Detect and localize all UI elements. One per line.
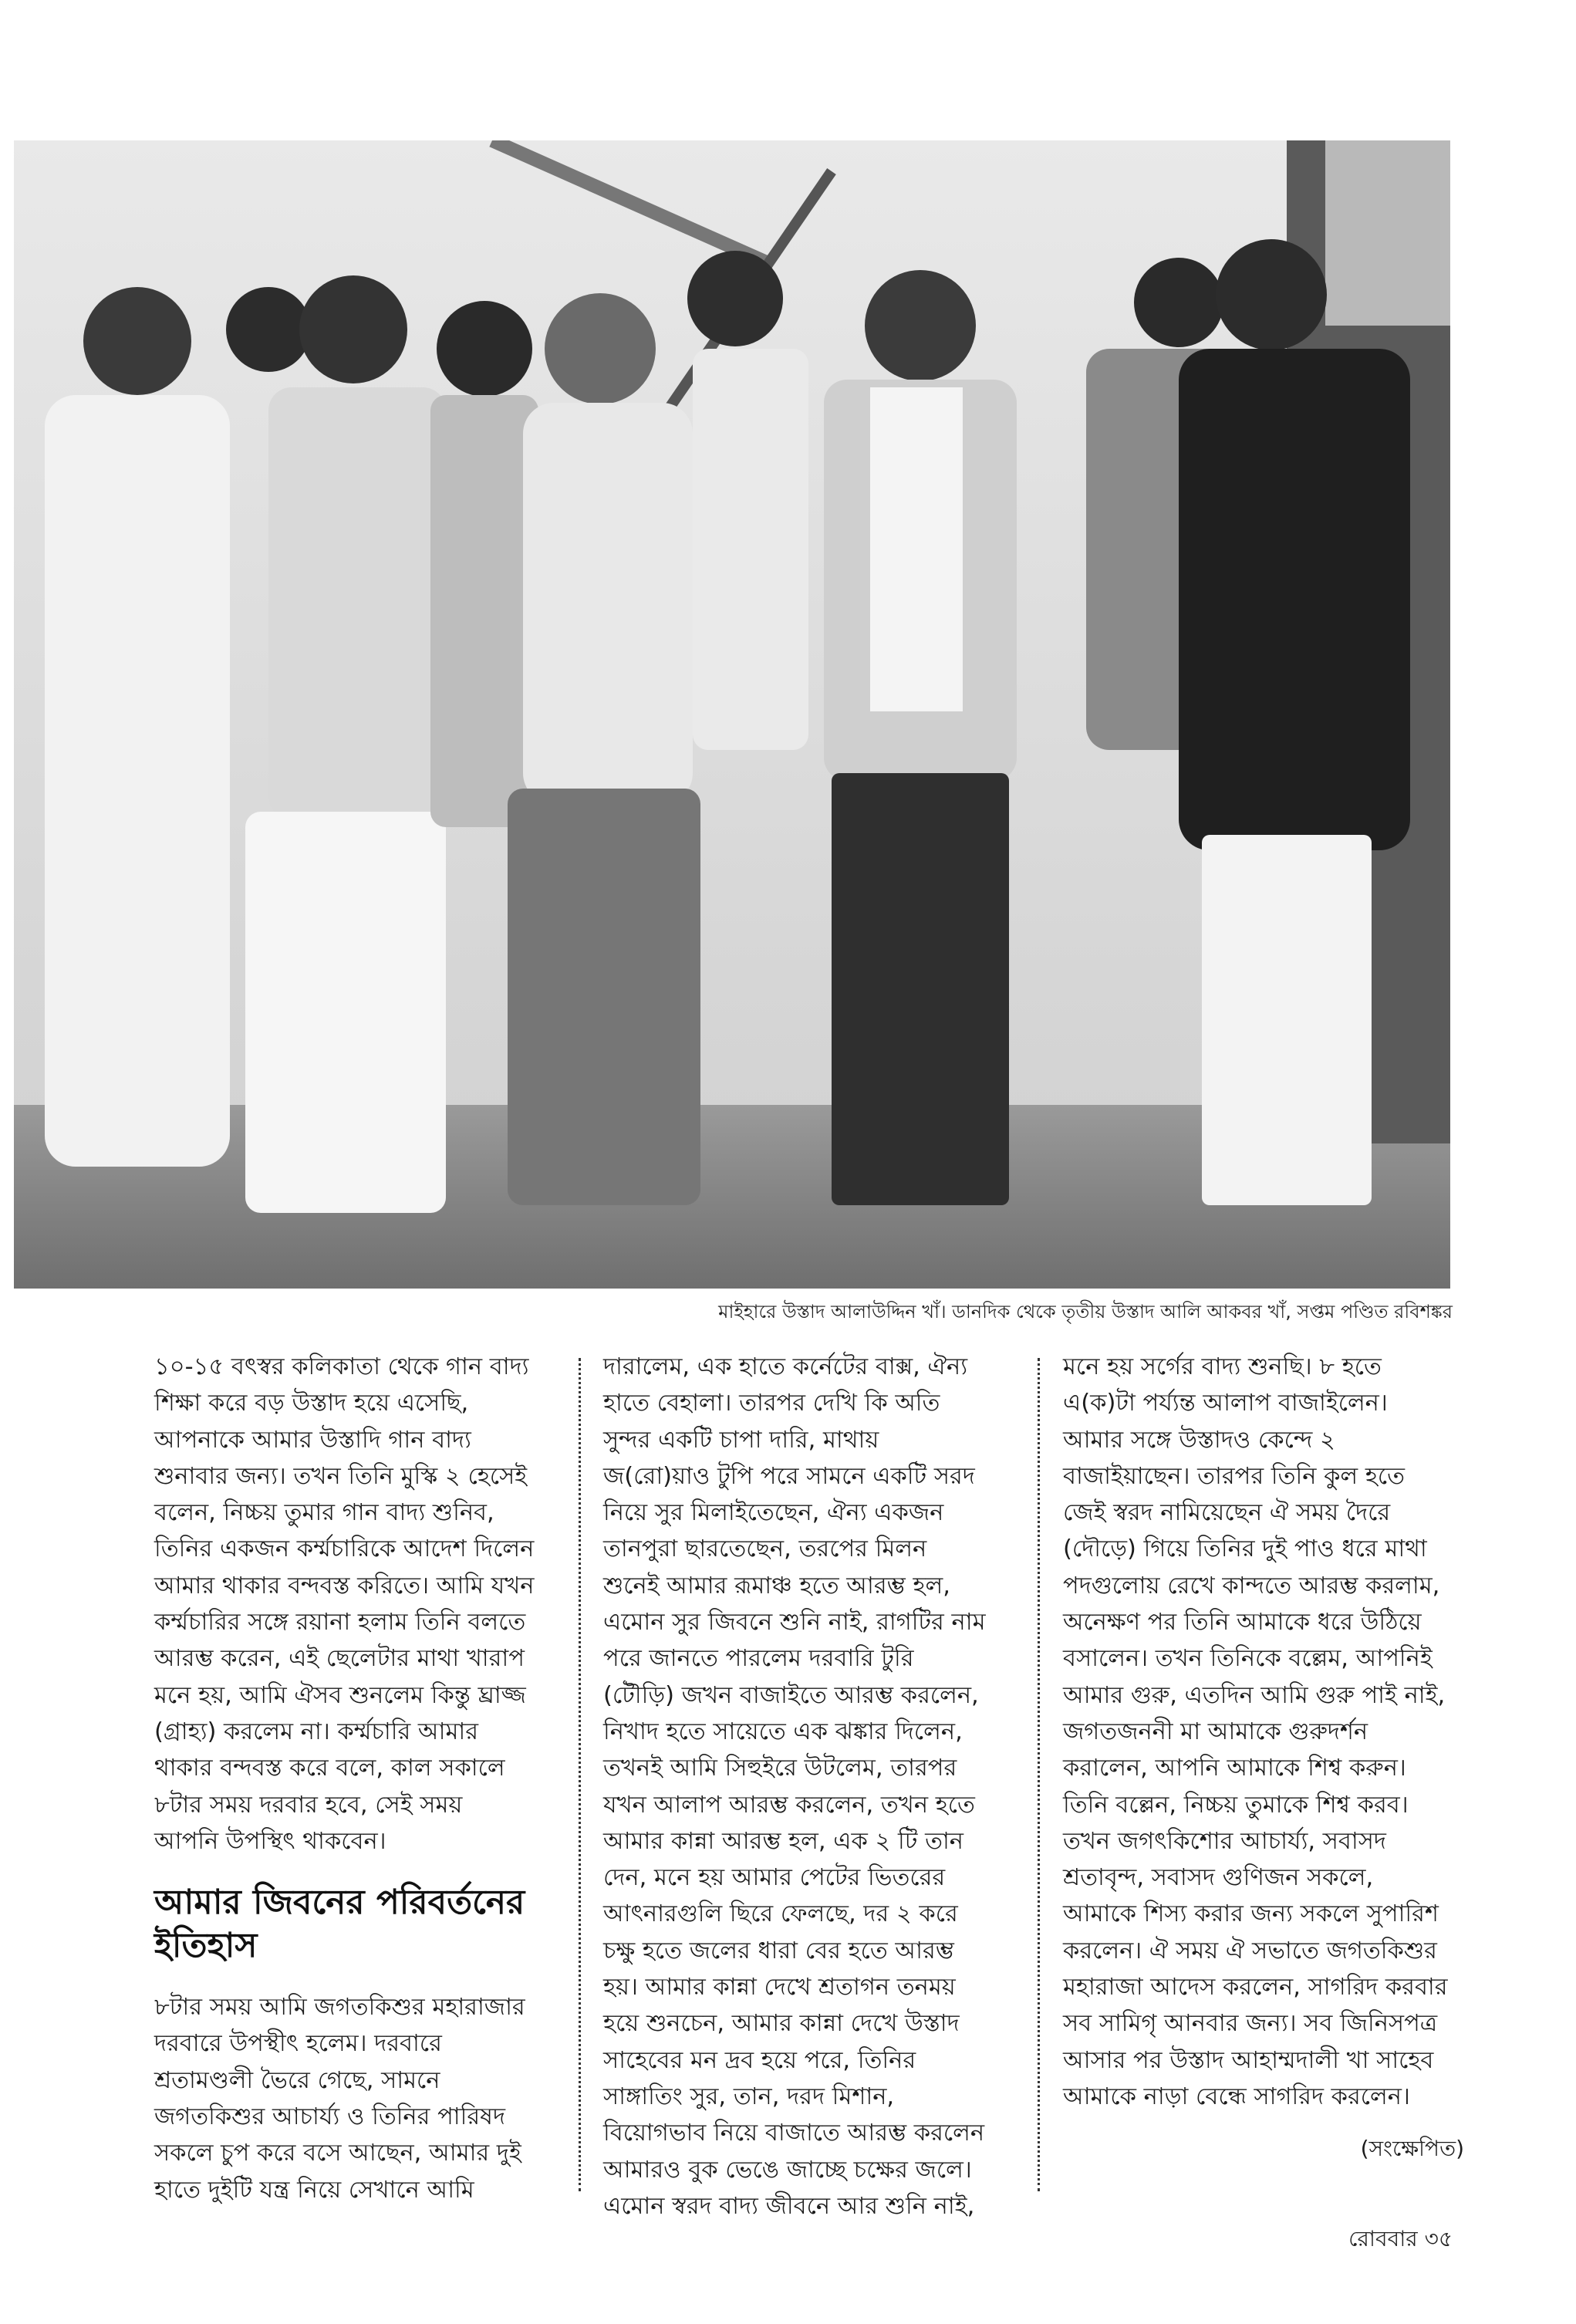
text-line: আমার কান্না আরম্ভ হল, এক ২ টি তান bbox=[603, 1827, 964, 1855]
text-line: সকলে চুপ করে বসে আছেন, আমার দুই bbox=[154, 2140, 521, 2167]
text-line: তানপুরা ছারতেছেন, তরপের মিলন bbox=[603, 1535, 927, 1563]
text-line: সুন্দর একটি চাপা দারি, মাথায় bbox=[603, 1426, 879, 1454]
text-line: তখন জগৎকিশোর আচার্য্য, সবাসদ bbox=[1063, 1827, 1386, 1855]
text-column-1 bbox=[154, 1349, 555, 2208]
group-photo bbox=[14, 140, 1450, 1289]
text-line: তিনি বল্লেন, নিচ্চয় তুমাকে শিশ্ব করব। bbox=[1063, 1791, 1409, 1819]
text-line: জেই স্বরদ নামিয়েছেন ঐ সময় দৈরে bbox=[1063, 1499, 1391, 1527]
text-line: হয়ে শুনচেন, আমার কান্না দেখে উস্তাদ bbox=[603, 2010, 960, 2038]
heading-line: আমার জিবনের পরিবর্তনের bbox=[154, 1883, 525, 1923]
text-line: আমাকে নাড়া বেন্ধে সাগরিদ করলেন। bbox=[1063, 2082, 1410, 2110]
text-line: মনে হয় সর্গের বাদ্য শুনছি। ৮ হতে bbox=[1063, 1353, 1382, 1380]
text-line: অনেক্ষণ পর তিনি আমাকে ধরে উঠিয়ে bbox=[1063, 1609, 1422, 1637]
heading-line: ইতিহাস bbox=[154, 1926, 258, 1966]
photo-caption: মাইহারে উস্তাদ আলাউদ্দিন খাঁ। ডানদিক থেকে তৃতীয় উস্তাদ আলি আকবর খাঁ, সপ্তম পণ্ডিত রবিশঙ্কর bbox=[718, 1301, 1453, 1322]
text-line: ১০-১৫ বৎস্বর কলিকাতা থেকে গান বাদ্য bbox=[154, 1353, 529, 1380]
text-line: দরবারে উপস্থীৎ হলেম। দরবারে bbox=[154, 2030, 442, 2058]
text-line: চক্ষু হতে জলের ধারা বের হতে আরম্ভ bbox=[603, 1937, 954, 1964]
text-line: আপনাকে আমার উস্তাদি গান বাদ্য bbox=[154, 1426, 471, 1454]
text-line: হয়। আমার কান্না দেখে শ্রতাগন তনময় bbox=[603, 1974, 956, 2001]
text-line: শ্রতামণ্ডলী ভৈরে গেছে, সামনে bbox=[154, 2066, 440, 2094]
text-line: এমোন স্বরদ বাদ্য জীবনে আর শুনি নাই, bbox=[603, 2192, 975, 2220]
text-line: মহারাজা আদেস করলেন, সাগরিদ করবার bbox=[1063, 1974, 1448, 2001]
text-line: করলেন। ঐ সময় ঐ সভাতে জগতকিশুর bbox=[1063, 1937, 1437, 1964]
text-line: এ(ক)টা পর্য্যন্ত আলাপ বাজাইলেন। bbox=[1063, 1390, 1388, 1417]
text-line: আৎনারগুলি ছিরে ফেলছে, দর ২ করে bbox=[603, 1900, 958, 1928]
text-line: ৮টার সময় আমি জগতকিশুর মহারাজার bbox=[154, 1994, 525, 2022]
text-line: সাঙ্গাতিং সুর, তান, দরদ মিশান, bbox=[603, 2082, 895, 2110]
text-line: ৮টার সময় দরবার হবে, সেই সময় bbox=[154, 1791, 463, 1819]
text-line: সব সামিগৃ আনবার জন্য। সব জিনিসপত্র bbox=[1063, 2010, 1438, 2038]
text-line: জগতজননী মা আমাকে গুরুদর্শন bbox=[1063, 1718, 1368, 1745]
text-line: যখন আলাপ আরম্ভ করলেন, তখন হতে bbox=[603, 1791, 975, 1819]
text-line: বাজাইয়াছেন। তারপর তিনি কুল হতে bbox=[1063, 1462, 1406, 1490]
text-line: বিয়োগভাব নিয়ে বাজাতে আরম্ভ করলেন bbox=[603, 2120, 985, 2147]
text-line: জগতকিশুর আচার্য্য ও তিনির পারিষদ bbox=[154, 2103, 505, 2131]
text-line: পরে জানতে পারলেম দরবারি টুরি bbox=[603, 1645, 914, 1673]
text-line: তিনির একজন কর্ম্মচারিকে আদেশ দিলেন bbox=[154, 1535, 535, 1563]
paragraph bbox=[603, 1349, 1012, 2224]
text-line: নিখাদ হতে সায়েতে এক ঝঙ্কার দিলেন, bbox=[603, 1718, 963, 1745]
text-line: (টৌড়ি) জখন বাজাইতে আরম্ভ করলেন, bbox=[603, 1681, 979, 1709]
column-divider bbox=[1038, 1358, 1040, 2191]
text-line: হাতে দুইটি যন্ত্র নিয়ে সেখানে আমি bbox=[154, 2176, 474, 2204]
text-line: জ(রো)য়াও টুপি পরে সামনে একটি সরদ bbox=[603, 1462, 975, 1490]
text-line: মনে হয়, আমি ঐসব শুনলেম কিন্তু ঘ্রাজ্জ bbox=[154, 1681, 526, 1709]
text-line: এমোন সুর জিবনে শুনি নাই, রাগটির নাম bbox=[603, 1609, 986, 1637]
text-line: শুনাবার জন্য। তখন তিনি মুস্কি ২ হেসেই bbox=[154, 1462, 528, 1490]
text-column-2 bbox=[603, 1349, 1012, 2224]
text-line: শিক্ষা করে বড় উস্তাদ হয়ে এসেছি, bbox=[154, 1390, 469, 1417]
text-line: কর্ম্মচারির সঙ্গে রয়ানা হলাম তিনি বলতে bbox=[154, 1609, 526, 1637]
section-heading bbox=[154, 1881, 555, 1968]
paragraph bbox=[1063, 1349, 1464, 2115]
text-line: আমার গুরু, এতদিন আমি গুরু পাই নাই, bbox=[1063, 1681, 1446, 1709]
text-line: হাতে বেহালা। তারপর দেখি কি অতি bbox=[603, 1390, 940, 1417]
text-line: দারালেম, এক হাতে কর্নেটের বাক্স, ঐন্য bbox=[603, 1353, 968, 1380]
paragraph bbox=[154, 1349, 555, 1860]
text-line: শ্রতাবৃন্দ, সবাসদ গুণিজন সকলে, bbox=[1063, 1864, 1374, 1892]
text-line: তখনই আমি সিহুইরে উটলেম, তারপর bbox=[603, 1755, 957, 1782]
text-line: আরম্ভ করেন, এই ছেলেটার মাথা খারাপ bbox=[154, 1645, 525, 1673]
text-line: আমারও বুক ভেঙে জাচ্ছে চক্ষের জলে। bbox=[603, 2156, 972, 2184]
text-line: নিয়ে সুর মিলাইতেছেন, ঐন্য একজন bbox=[603, 1499, 944, 1527]
text-column-3 bbox=[1063, 1349, 1464, 2167]
text-line: সাহেবের মন দ্রব হয়ে পরে, তিনির bbox=[603, 2046, 916, 2074]
text-line: শুনেই আমার রূমাঞ্চ হতে আরম্ভ হল, bbox=[603, 1572, 950, 1599]
column-divider bbox=[579, 1358, 581, 2191]
page-folio: রোববার ৩৫ bbox=[1348, 2226, 1453, 2251]
text-line: বলেন, নিচ্চয় তুমার গান বাদ্য শুনিব, bbox=[154, 1499, 494, 1527]
abridged-note: (সংক্ষেপিত) bbox=[1360, 2136, 1464, 2162]
text-line: (গ্রাহ্য) করলেম না। কর্ম্মচারি আমার bbox=[154, 1718, 479, 1745]
text-line: আমার থাকার বন্দবস্ত করিতে। আমি যখন bbox=[154, 1572, 535, 1599]
paragraph bbox=[154, 1989, 555, 2208]
text-line: আমাকে শিস্য করার জন্য সকলে সুপারিশ bbox=[1063, 1900, 1439, 1928]
text-line: দেন, মনে হয় আমার পেটের ভিতরের bbox=[603, 1864, 946, 1892]
text-line: (দৌড়ে) গিয়ে তিনির দুই পাও ধরে মাথা bbox=[1063, 1535, 1427, 1563]
text-line: বসালেন। তখন তিনিকে বল্লেম, আপনিই bbox=[1063, 1645, 1433, 1673]
text-line: পদগুলোয় রেখে কান্দতে আরম্ভ করলাম, bbox=[1063, 1572, 1440, 1599]
text-line: আসার পর উস্তাদ আহাম্মদালী খা সাহেব bbox=[1063, 2046, 1434, 2074]
text-line: আপনি উপস্থিৎ থাকবেন। bbox=[154, 1827, 386, 1855]
text-line: থাকার বন্দবস্ত করে বলে, কাল সকালে bbox=[154, 1755, 505, 1782]
text-line: আমার সঙ্গে উস্তাদও কেন্দে ২ bbox=[1063, 1426, 1335, 1454]
text-line: করালেন, আপনি আমাকে শিশ্ব করুন। bbox=[1063, 1755, 1406, 1782]
